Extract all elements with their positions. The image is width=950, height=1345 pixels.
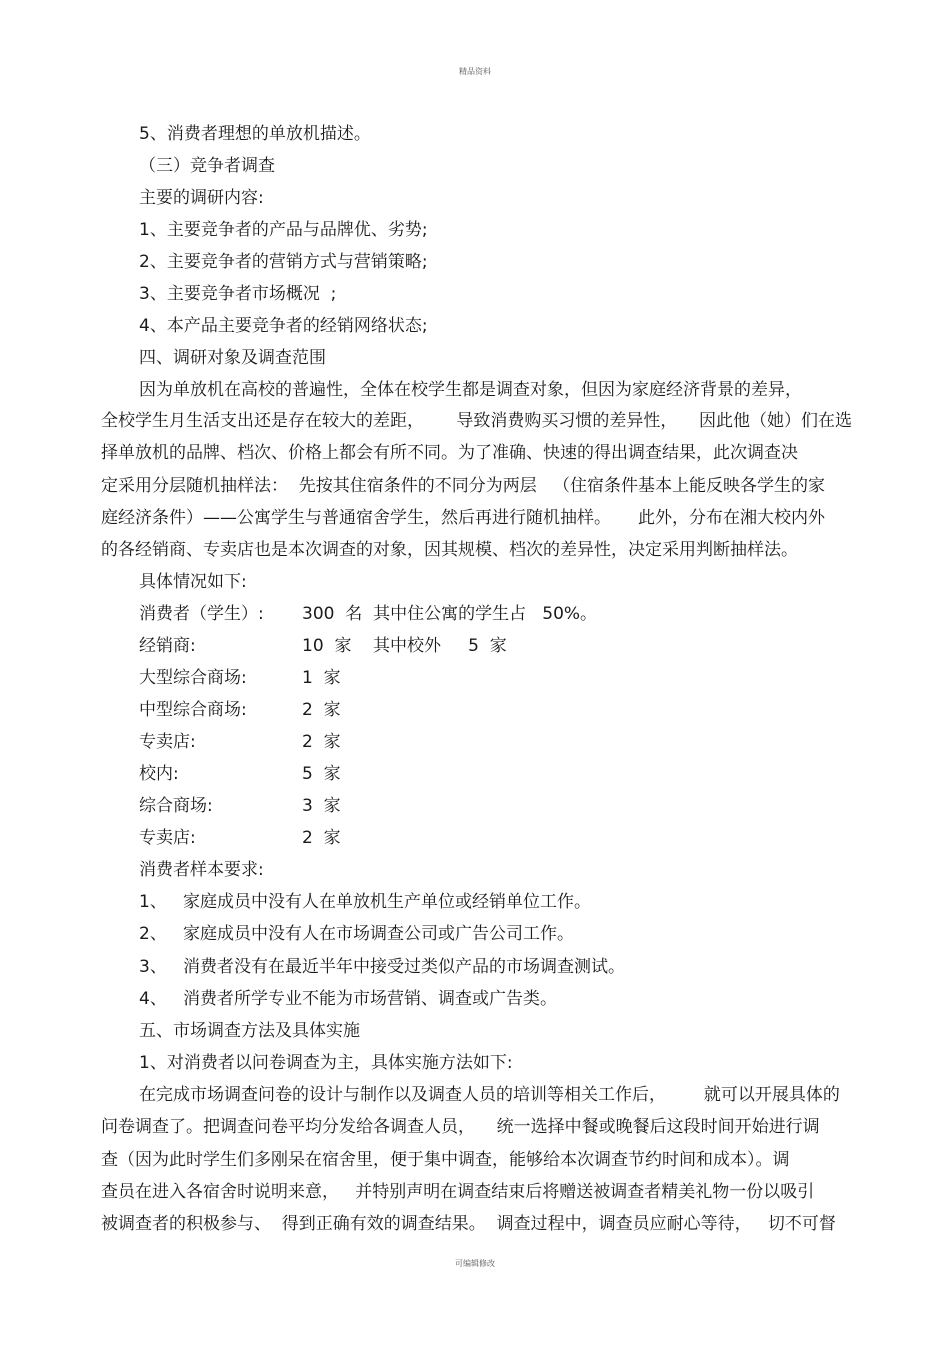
sample-label: 中型综合商场: [139,700,247,720]
section-heading: 五、市场调查方法及具体实施 [139,1021,360,1041]
paragraph-line: 查员在进入各宿舍时说明来意， 并特别声明在调查结束后将赠送被调查者精美礼物一份以吸引 [101,1182,815,1202]
sample-label: 大型综合商场: [139,668,247,688]
text-line: 1、对消费者以问卷调查为主，具体实施方法如下: [139,1053,513,1073]
list-item: 4、本产品主要竞争者的经销网络状态; [139,316,428,336]
sample-value: 300 名 其中住公寓的学生占 50%。 [302,604,598,624]
text-line: 具体情况如下: [139,572,247,592]
sample-label: 消费者（学生）: [139,604,264,624]
text-line: 主要的调研内容: [139,188,264,208]
list-item: 4、 消费者所学专业不能为市场营销、调查或广告类。 [139,989,558,1009]
list-item: 1、主要竞争者的产品与品牌优、劣势; [139,220,428,240]
text-line: 5、消费者理想的单放机描述。 [139,124,371,144]
paragraph-line: 因为单放机在高校的普遍性，全体在校学生都是调查对象，但因为家庭经济背景的差异， [139,380,802,400]
sample-label: 校内: [139,764,179,784]
list-item: 1、 家庭成员中没有人在单放机生产单位或经销单位工作。 [139,892,592,912]
sample-value: 3 家 [302,796,341,816]
sample-value: 10 家 其中校外 5 家 [302,636,507,656]
paragraph-line: 的各经销商、专卖店也是本次调查的对象，因其规模、档次的差异性，决定采用判断抽样法。 [101,540,798,560]
section-heading: （三）竞争者调查 [139,156,275,176]
sample-value: 2 家 [302,828,341,848]
sample-label: 专卖店: [139,732,196,752]
paragraph-line: 庭经济条件）——公寓学生与普通宿舍学生，然后再进行随机抽样。 此外，分布在湘大校内外 [101,508,826,528]
sample-label: 专卖店: [139,828,196,848]
sample-label: 综合商场: [139,796,213,816]
sample-label: 经销商: [139,636,196,656]
sample-value: 2 家 [302,732,341,752]
page-footer: 可编辑修改 [455,1259,495,1268]
paragraph-line: 择单放机的品牌、档次、价格上都会有所不同。为了准确、快速的得出调查结果，此次调查决 [101,443,798,463]
paragraph-line: 全校学生月生活支出还是存在较大的差距， 导致消费购买习惯的差异性， 因此他（她）们在选 [101,411,853,431]
paragraph-line: 问卷调查了。把调查问卷平均分发给各调查人员， 统一选择中餐或晚餐后这段时间开始进行调 [101,1117,820,1137]
sample-value: 2 家 [302,700,341,720]
page-header: 精品资料 [459,67,491,76]
list-item: 2、 家庭成员中没有人在市场调查公司或广告公司工作。 [139,924,575,944]
paragraph-line: 在完成市场调查问卷的设计与制作以及调查人员的培训等相关工作后， 就可以开展具体的 [139,1085,840,1105]
section-heading: 四、调研对象及调查范围 [139,348,326,368]
paragraph-line: 查（因为此时学生们多刚呆在宿舍里，便于集中调查，能够给本次调查节约时间和成本）。调 [101,1150,790,1170]
sample-value: 5 家 [302,764,341,784]
list-item: 2、主要竞争者的营销方式与营销策略; [139,252,428,272]
list-item: 3、 消费者没有在最近半年中接受过类似产品的市场调查测试。 [139,957,626,977]
text-line: 消费者样本要求: [139,860,264,880]
list-item: 3、主要竞争者市场概况 ; [139,284,337,304]
sample-value: 1 家 [302,668,341,688]
paragraph-line: 被调查者的积极参与、 得到正确有效的调查结果。 调查过程中，调查员应耐心等待， 切不可督 [101,1214,836,1234]
paragraph-line: 定采用分层随机抽样法： 先按其住宿条件的不同分为两层 （住宿条件基本上能反映各学生的家 [101,476,826,496]
